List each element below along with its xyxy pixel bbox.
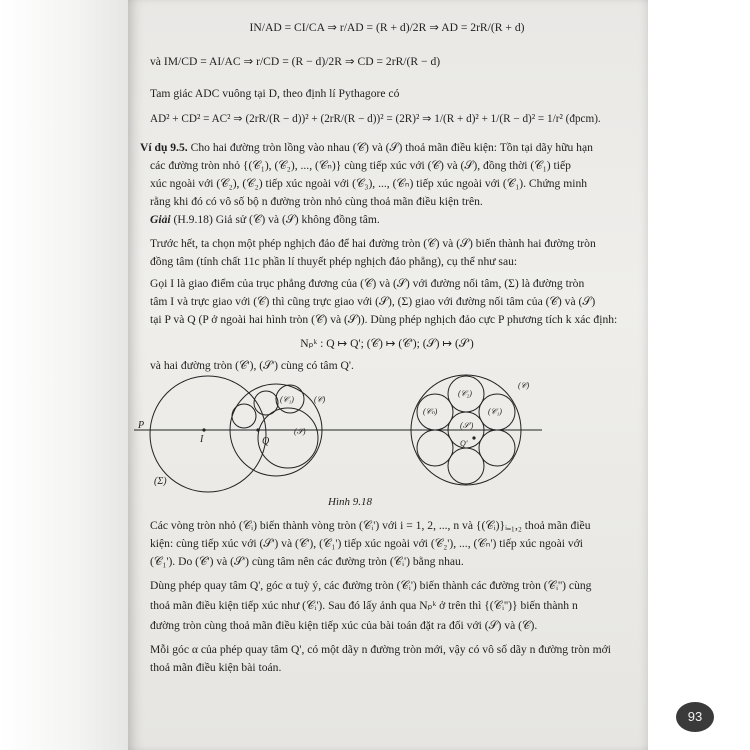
equation-ad: IN/AD = CI/CA ⇒ r/AD = (R + d)/2R ⇒ AD = 2rR/(R + d): [249, 21, 525, 34]
label-c1: (𝒞₁): [280, 395, 294, 404]
point-q-prime: [472, 436, 475, 439]
para4-line1: Các vòng tròn nhỏ (𝒞ᵢ) biến thành vòng tròn (𝒞ᵢ') với i = 1, 2, ..., n và {(𝒞ᵢ)}ᵢ₌₁,₂ thoả mãn điều: [150, 519, 591, 532]
para5-line3: đường tròn cùng thoả mãn điều kiện tiếp xúc của bài toán đặt ra đối với (𝒮) và (𝒞).: [150, 619, 538, 632]
example-text-2: các đường tròn nhỏ {(𝒞₁), (𝒞₂), ..., (𝒞ₙ)} cùng tiếp xúc với (𝒞) và (𝒮), đồng thời (𝒞₁) tiếp: [150, 159, 571, 172]
figure-caption: Hình 9.18: [328, 496, 372, 508]
label-s: (𝒮): [294, 427, 306, 436]
equation-cd: và IM/CD = AI/AC ⇒ r/CD = (R − d)/2R ⇒ CD = 2rR/(R − d): [150, 55, 441, 68]
equation-pythagore: AD² + CD² = AC² ⇒ (2rR/(R − d))² + (2rR/(R − d))² = (2R)² ⇒ 1/(R + d)² + 1/(R − d)² = 1/r² (đpcm).: [150, 113, 601, 125]
point-i: [202, 428, 205, 431]
para1-line1: Trước hết, ta chọn một phép nghịch đảo để hai đường tròn (𝒞) và (𝒮) biến thành hai đường tròn: [150, 237, 596, 250]
para4-line2: kiện: cùng tiếp xúc với (𝒮') và (𝒞'), (𝒞₁') tiếp xúc ngoài với (𝒞₂'), ..., (𝒞ₙ') tiếp xúc ngoài với: [150, 537, 583, 550]
text-pythagore: Tam giác ADC vuông tại D, theo định lí Pythagore có: [150, 87, 400, 100]
para4-line3: (𝒞₁'). Do (𝒞') và (𝒮') cùng tâm nên các đường tròn (𝒞ᵢ') bằng nhau.: [150, 555, 464, 568]
para3: và hai đường tròn (𝒞'), (𝒮') cùng có tâm Q'.: [150, 359, 354, 372]
label-c2-prime: (𝒞₂): [458, 389, 472, 398]
label-c-prime: (𝒞): [518, 381, 530, 390]
ring-circle-bottom: [448, 448, 484, 484]
para2-line1: Gọi I là giao điểm của trục phẳng đương của (𝒞) và (𝒮) với đường nối tâm, (Σ) là đường tròn: [150, 277, 585, 290]
para1-line2: đồng tâm (tính chất 11c phần lí thuyết phép nghịch đảo phẳng), cụ thể như sau:: [150, 255, 518, 268]
label-q: Q: [262, 436, 270, 447]
label-c1-prime: (𝒞₁): [488, 407, 502, 416]
solution-text: (H.9.18) Giả sử (𝒞) và (𝒮) không đồng tâm.: [173, 213, 380, 226]
figure-9-18: [134, 372, 642, 512]
label-cn-prime: (𝒞ₙ): [423, 407, 438, 416]
example-first-line: [140, 140, 634, 155]
ring-circle-br: [479, 430, 515, 466]
solution-line: [150, 212, 634, 227]
label-q-prime: Q': [460, 439, 468, 448]
point-q: [256, 428, 259, 431]
label-i: I: [200, 434, 204, 445]
example-text-3: xúc ngoài với (𝒞₂), (𝒞₂) tiếp xúc ngoài với (𝒞₃), ..., (𝒞ₙ) tiếp xúc ngoài với (𝒞₁). Chứng minh: [150, 177, 588, 190]
label-p: P: [138, 420, 145, 431]
para2-line3: tại P và Q (P ở ngoài hai hình tròn (𝒞) và (𝒮)). Dùng phép nghịch đảo cực P phương tích k xác định:: [150, 313, 618, 326]
para5-line1: Dùng phép quay tâm Q', góc α tuỳ ý, các đường tròn (𝒞ᵢ') biến thành các đường tròn (𝒞ᵢ'') cùng: [150, 579, 592, 592]
book-spine: [0, 0, 128, 750]
label-sigma: (Σ): [154, 476, 167, 487]
para6-line2: thoả mãn điều kiện bài toán.: [150, 661, 282, 674]
example-text-4: rằng khi đó có vô số bộ n đường tròn nhỏ cùng thoả mãn điều kiện trên.: [150, 195, 483, 208]
book-page: [128, 0, 703, 750]
example-text-1: Cho hai đường tròn lồng vào nhau (𝒞) và (𝒮) thoả mãn điều kiện: Tồn tại dãy hữu hạn: [190, 141, 593, 154]
para2-line2: tâm I và trực giao với (𝒞) thì cũng trực giao với (𝒮), (Σ) giao với đường nối tâm của (𝒞) và (𝒮): [150, 295, 596, 308]
example-label: Ví dụ 9.5.: [140, 141, 188, 154]
small-circle-1: [232, 404, 256, 428]
inversion-formula: Nₚᵏ : Q ↦ Q'; (𝒞) ↦ (𝒞'); (𝒮) ↦ (𝒮'): [300, 337, 474, 350]
ring-circle-bl: [417, 430, 453, 466]
solution-label: Giải: [150, 213, 171, 226]
para6-line1: Mỗi góc α của phép quay tâm Q', có một dãy n đường tròn mới, vậy có vô số dãy n đường tròn mới: [150, 643, 611, 656]
background-right: [648, 0, 750, 750]
label-c: (𝒞): [314, 395, 326, 404]
para5-line2: thoả mãn điều kiện tiếp xúc như (𝒞ᵢ'). Sau đó lấy ảnh qua Nₚᵏ ở trên thì {(𝒞ᵢ'')} biến thành n: [150, 599, 578, 612]
label-s-prime: (𝒮'): [460, 421, 474, 430]
page-number-badge: 93: [676, 702, 714, 732]
